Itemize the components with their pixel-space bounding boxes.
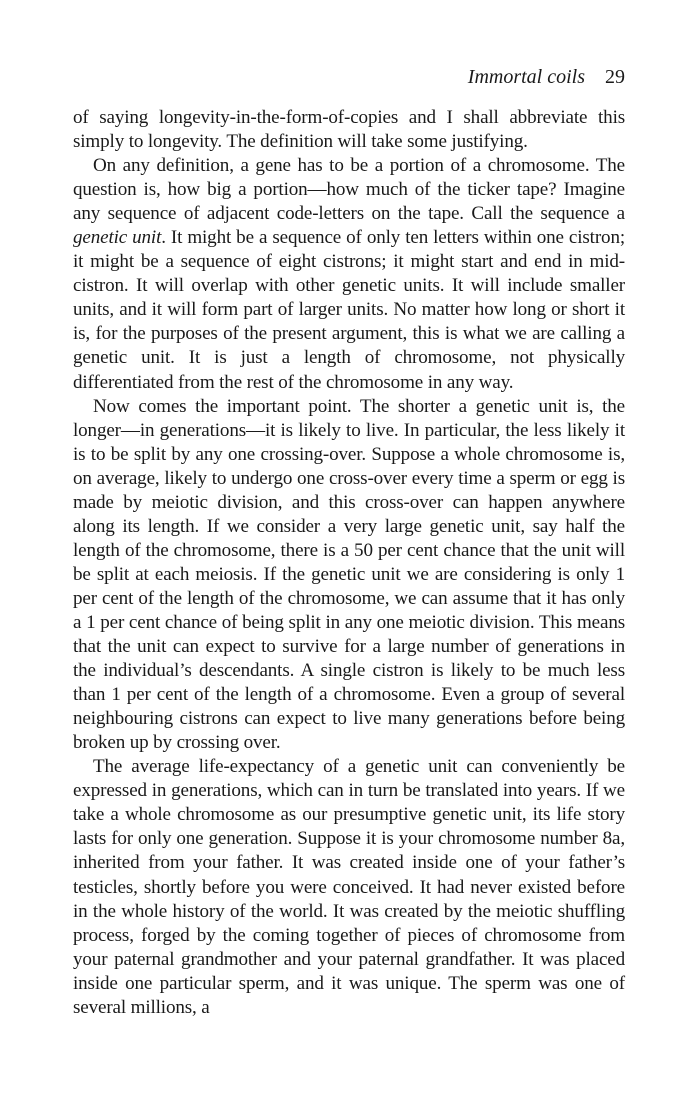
emphasized-term: genetic unit (73, 227, 162, 249)
paragraph-text: Now comes the important point. The shorter a genetic unit is, the longer—in generations—it is likely to live. In particular, the less likely it is to be split by any one crossing-over. Suppose a whole chromosome is, on average, likely to undergo one cross-over every time a sperm or egg is made by meiotic division, and this cross-over can happen anywhere along its length. If we consider a very large genetic unit, say half the length of the chromosome, there is a 50 per cent chance that the unit will be split at each meiosis. If the genetic unit we are considering is only 1 per cent of the length of the chromosome, we can assume that it has only a 1 per cent chance of being split in any one meiotic division. This means that the unit can expect to survive for a large number of generations in the individual’s descendants. A single cistron is likely to be much less than 1 per cent of the length of a chromosome. Even a group of several neighbouring cistrons can expect to live many generations before being broken up by crossing over. (73, 395, 625, 754)
book-page (73, 64, 625, 1020)
paragraph-text: of saying longevity-in-the-form-of-copies and I shall abbreviate this simply to longevity. The definition will take some justifying. (73, 107, 625, 153)
paragraph (73, 755, 625, 1020)
page-number: 29 (605, 66, 625, 88)
body-text (73, 106, 625, 1020)
paragraph (73, 154, 625, 394)
paragraph-continued (73, 106, 625, 154)
running-title: Immortal coils (467, 66, 585, 88)
paragraph-text: On any definition, a gene has to be a portion of a chromosome. The question is, how big a portion—how much of the ticker tape? Imagine any sequence of adjacent code-letters on the tape. Call the sequence a (73, 155, 625, 225)
paragraph-text: The average life-expectancy of a genetic unit can conveniently be expressed in generations, which can in turn be translated into years. If we take a whole chromosome as our presumptive genetic unit, its life story lasts for only one generation. Suppose it is your chromosome number 8a, inherited from your father. It was created inside one of your father’s testicles, shortly before you were conceived. It had never existed before in the whole history of the world. It was created by the meiotic shuffling process, forged by the coming together of pieces of chromosome from your paternal grandmother and your paternal grandfather. It was placed inside one particular sperm, and it was unique. The sperm was one of several millions, a (73, 756, 625, 1018)
paragraph (73, 395, 625, 756)
running-head (73, 64, 625, 106)
paragraph-text: . It might be a sequence of only ten letters within one cistron; it might be a sequence of eight cistrons; it might start and end in mid-cistron. It will overlap with other genetic units. It will include smaller units, and it will form part of larger units. No matter how long or short it is, for the purposes of the present argument, this is what we are calling a genetic unit. It is just a length of chromosome, not physically differentiated from the rest of the chromosome in any way. (73, 227, 625, 393)
